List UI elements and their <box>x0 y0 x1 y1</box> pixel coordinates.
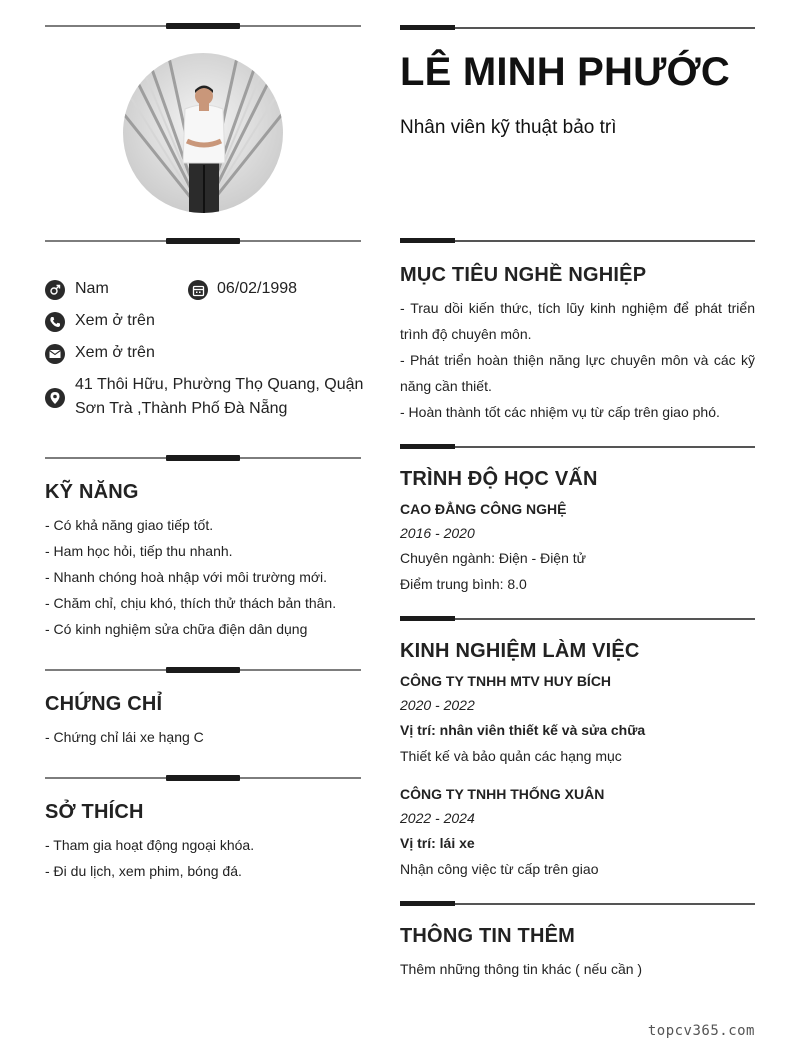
divider <box>400 903 755 905</box>
education-period: 2016 - 2020 <box>400 525 475 541</box>
education-major: Chuyên ngành: Điện - Điện tử <box>400 550 587 566</box>
skills-heading: KỸ NĂNG <box>45 481 139 503</box>
email-icon <box>45 344 65 364</box>
phone-icon <box>45 312 65 332</box>
watermark: topcv365.com <box>647 1023 755 1039</box>
certificates-list <box>45 724 361 750</box>
gender-icon <box>45 280 65 300</box>
list-item: - Nhanh chóng hoà nhập với môi trường mới. <box>45 569 328 585</box>
divider <box>45 25 361 27</box>
education-gpa: Điểm trung bình: 8.0 <box>400 576 527 592</box>
list-item: - Có khả năng giao tiếp tốt. <box>45 517 214 533</box>
objective-item: - Trau dồi kiến thức, tích lũy kinh nghiệm để phát triển trình độ chuyên môn. <box>400 300 755 342</box>
job-position: Vị trí: nhân viên thiết kế và sửa chữa <box>400 722 646 738</box>
hobbies-list <box>45 832 361 884</box>
objective-item: - Hoàn thành tốt các nhiệm vụ từ cấp trên giao phó. <box>400 404 720 420</box>
list-item: - Chứng chỉ lái xe hạng C <box>45 729 204 745</box>
divider <box>45 669 361 671</box>
list-item: - Chăm chỉ, chịu khó, thích thử thách bản thân. <box>45 595 337 611</box>
certificates-heading: CHỨNG CHỈ <box>45 693 163 715</box>
address-line-1: 41 Thôi Hữu, Phường Thọ Quang, Quận <box>75 376 364 393</box>
hobbies-heading: SỞ THÍCH <box>45 801 144 823</box>
job-position: Vị trí: lái xe <box>400 835 475 851</box>
objective-text <box>400 295 755 425</box>
address-line-2: Sơn Trà ,Thành Phố Đà Nẵng <box>75 400 288 417</box>
job-period: 2020 - 2022 <box>400 697 475 713</box>
avatar <box>123 53 283 213</box>
phone-value: Xem ở trên <box>75 312 155 329</box>
additional-text: Thêm những thông tin khác ( nếu cần ) <box>400 961 643 977</box>
additional-heading: THÔNG TIN THÊM <box>400 925 576 947</box>
birthday-value: 06/02/1998 <box>217 280 298 297</box>
list-item: - Đi du lịch, xem phim, bóng đá. <box>45 863 242 879</box>
company-name: CÔNG TY TNHH MTV HUY BÍCH <box>400 673 612 689</box>
divider <box>400 446 755 448</box>
school-name: CAO ĐẲNG CÔNG NGHỆ <box>400 501 567 517</box>
job-description: Thiết kế và bảo quản các hạng mục <box>400 748 622 764</box>
list-item: - Có kinh nghiệm sửa chữa điện dân dụng <box>45 621 308 637</box>
divider <box>45 457 361 459</box>
candidate-name: LÊ MINH PHƯỚC <box>400 50 730 94</box>
objective-heading: MỤC TIÊU NGHỀ NGHIỆP <box>400 264 647 286</box>
divider <box>400 618 755 620</box>
divider <box>45 777 361 779</box>
email-value: Xem ở trên <box>75 344 155 361</box>
calendar-icon <box>188 280 208 300</box>
objective-item: - Phát triển hoàn thiện năng lực chuyên môn và các kỹ năng cần thiết. <box>400 352 755 394</box>
company-name: CÔNG TY TNHH THỐNG XUÂN <box>400 786 605 802</box>
gender-value: Nam <box>75 280 109 297</box>
experience-heading: KINH NGHIỆM LÀM VIỆC <box>400 640 640 662</box>
list-item: - Tham gia hoạt động ngoại khóa. <box>45 837 255 853</box>
job-description: Nhận công việc từ cấp trên giao <box>400 861 599 877</box>
divider <box>400 27 755 29</box>
location-icon <box>45 388 65 408</box>
divider <box>45 240 361 242</box>
divider <box>400 240 755 242</box>
list-item: - Ham học hỏi, tiếp thu nhanh. <box>45 543 233 559</box>
job-period: 2022 - 2024 <box>400 810 475 826</box>
education-heading: TRÌNH ĐỘ HỌC VẤN <box>400 468 598 490</box>
job-title: Nhân viên kỹ thuật bảo trì <box>400 117 617 138</box>
skills-list <box>45 512 361 642</box>
